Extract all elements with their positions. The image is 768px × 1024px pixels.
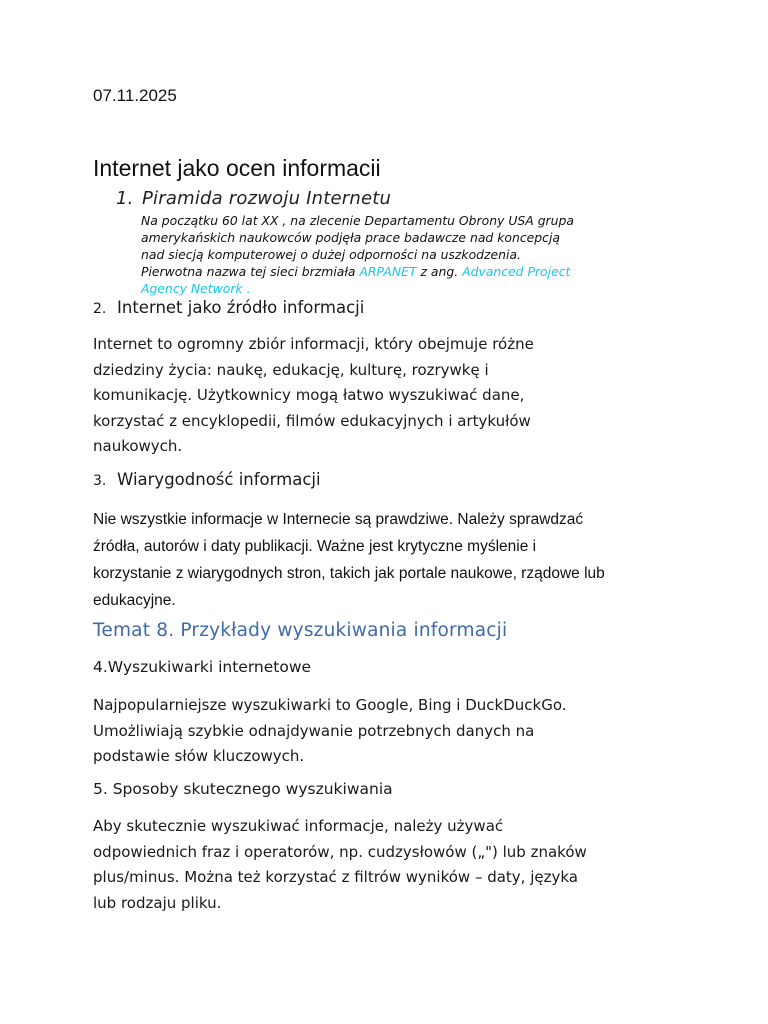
paragraph-line: Najpopularniejsze wyszukiwarki to Google, Bing i DuckDuckGo. bbox=[93, 696, 567, 714]
paragraph-line: naukowych. bbox=[93, 437, 183, 455]
paragraph-line: lub rodzaju pliku. bbox=[93, 893, 222, 912]
section-1-line: Na początku 60 lat XX , na zlecenie Departamentu Obrony USA grupa bbox=[141, 213, 574, 228]
section-1-line: amerykańskich naukowców podjęła prace badawcze nad koncepcją bbox=[141, 230, 560, 245]
section-1-number: 1. bbox=[116, 188, 134, 209]
section-1-line bbox=[141, 263, 676, 280]
paragraph-line: Umożliwiają szybkie odnajdywanie potrzebnych danych na bbox=[93, 721, 535, 740]
section-1-line-prefix: Pierwotna nazwa tej sieci brzmiała bbox=[141, 264, 360, 279]
section-5-body bbox=[93, 814, 683, 916]
paragraph-line: podstawie słów kluczowych. bbox=[93, 747, 305, 765]
paragraph-line: odpowiednich fraz i operatorów, np. cudzysłowów („") lub znaków bbox=[93, 842, 587, 861]
document-date: 07.11.2025 bbox=[93, 86, 177, 105]
section-1-line: nad siecją komputerowej o dużej odporności na uszkodzenia. bbox=[141, 247, 521, 262]
section-2-body bbox=[93, 332, 683, 460]
advanced-project-link[interactable]: Advanced Project bbox=[462, 264, 571, 279]
document-title: Internet jako ocen informacii bbox=[93, 155, 381, 181]
section-1-line bbox=[141, 280, 676, 297]
paragraph-line: dziedziny życia: naukę, edukację, kulturę, rozrywkę i bbox=[93, 360, 489, 379]
section-3-heading bbox=[93, 470, 321, 489]
section-2-number: 2. bbox=[93, 301, 107, 317]
temat-heading: Temat 8. Przykłady wyszukiwania informacji bbox=[93, 620, 508, 641]
paragraph-line: korzystanie z wiarygodnych stron, takich jak portale naukowe, rządowe lub bbox=[93, 565, 605, 582]
arpanet-link[interactable]: ARPANET bbox=[359, 264, 417, 279]
section-1-body bbox=[141, 212, 676, 297]
paragraph-line: Aby skutecznie wyszukiwać informacje, należy używać bbox=[93, 817, 504, 835]
paragraph-line: korzystać z encyklopedii, filmów edukacyjnych i artykułów bbox=[93, 411, 531, 430]
paragraph-line: komunikację. Użytkownicy mogą łatwo wyszukiwać dane, bbox=[93, 386, 525, 404]
section-4-heading: 4.Wyszukiwarki internetowe bbox=[93, 658, 312, 676]
section-5-heading: 5. Sposoby skutecznego wyszukiwania bbox=[93, 780, 393, 798]
section-2-heading bbox=[93, 298, 364, 317]
section-3-heading-text: Wiarygodność informacji bbox=[117, 470, 321, 489]
section-3-body bbox=[93, 506, 683, 614]
section-1-heading-text: Piramida rozwoju Internetu bbox=[142, 188, 392, 209]
agency-network-link[interactable]: Agency Network . bbox=[141, 281, 251, 296]
section-4-body bbox=[93, 693, 683, 770]
paragraph-line: plus/minus. Można też korzystać z filtrów wyników – daty, języka bbox=[93, 868, 578, 886]
section-1-heading bbox=[116, 188, 676, 209]
paragraph-line: Internet to ogromny zbiór informacji, który obejmuje różne bbox=[93, 335, 534, 353]
section-2-heading-text: Internet jako źródło informacji bbox=[117, 298, 365, 317]
paragraph-line: edukacyjne. bbox=[93, 592, 176, 609]
paragraph-line: źródła, autorów i daty publikacji. Ważne jest krytyczne myślenie i bbox=[93, 538, 537, 555]
section-1-line-middle: z ang. bbox=[416, 264, 463, 279]
section-1 bbox=[116, 188, 676, 297]
paragraph-line: Nie wszystkie informacje w Internecie są prawdziwe. Należy sprawdzać bbox=[93, 511, 584, 528]
section-3-number: 3. bbox=[93, 473, 107, 489]
